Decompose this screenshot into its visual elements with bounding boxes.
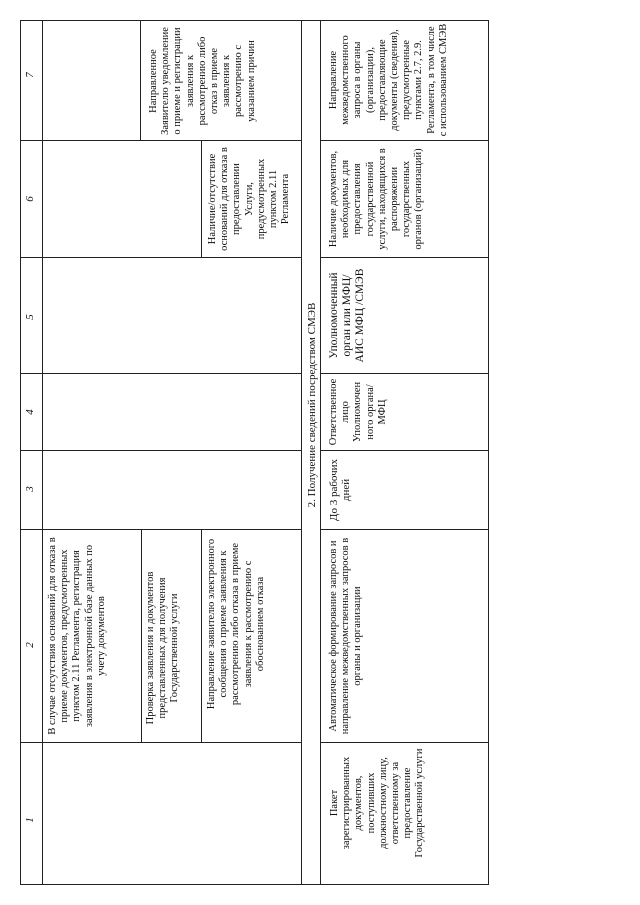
process-table	[20, 20, 620, 885]
rule-col-6b	[320, 140, 488, 141]
rule-under-numbers	[42, 20, 43, 885]
col-number-4: 4	[24, 409, 36, 415]
rule-col-5	[20, 257, 301, 258]
rule-col-5b	[320, 257, 488, 258]
rule-col-1b	[320, 742, 488, 743]
rule-col-4b	[320, 373, 488, 374]
rule-col-6	[20, 140, 301, 141]
step-notify-applicant: Направление заявителю электронного сообщения о приеме заявления к рассмотрению либо отказа в приеме заявления к рассмотрению с обоснованием отказа	[206, 538, 266, 710]
term-days: До 3 рабочих дней	[328, 458, 353, 522]
rule-top	[20, 20, 21, 885]
rule-col-left	[20, 884, 488, 885]
rule-col-4	[20, 373, 301, 374]
result-interagency-request: Направление межведомственного запроса в органы (организации), предоставляющие документы (сведения), предусмотренные пунктами 2.7, 2.9. Регламента, в том числе с использованием СМЭВ	[328, 23, 449, 137]
col-number-7: 7	[24, 72, 36, 78]
step-registration: В случае отсутствия оснований для отказа в приеме документов, предусмотренных пунктом 2.11 Регламента, регистрация заявления в электронной базе данных по учету документов	[47, 537, 107, 735]
rule-col-2b	[320, 529, 488, 530]
rule-bottom	[488, 20, 489, 885]
rule-col-3b	[320, 450, 488, 451]
section-header: 2. Получение сведений посредством СМЭВ	[306, 302, 318, 508]
rule-step-b	[201, 529, 202, 742]
col-number-3: 3	[24, 486, 36, 492]
result-notification: Направленное Заявителю уведомление о приеме и регистрации заявления к рассмотрению либо отказ в приеме заявления к рассмотрению с указанием причин	[148, 27, 257, 135]
rule-section1-bottom	[301, 20, 302, 885]
rule-col-3	[20, 450, 301, 451]
col-number-1: 1	[24, 817, 36, 823]
basis-document-package: Пакет зарегистрированных документов, поступивших должностному лицу, ответственному за предоставление Государственной услуги	[329, 748, 425, 858]
col-number-5: 5	[24, 314, 36, 320]
rule-col-2	[20, 529, 301, 530]
col-number-2: 2	[24, 642, 36, 648]
rule-criteria-top	[201, 140, 202, 257]
responsible-person: Ответственное лицо Уполномочен ного органа/ МФЦ	[328, 378, 388, 446]
rule-result-top	[140, 20, 141, 140]
rule-col-right	[20, 20, 488, 21]
step-check-documents: Проверка заявления и документов представленных для получения Государственной услуги	[145, 571, 181, 725]
col-number-6: 6	[24, 196, 36, 202]
criteria-refusal-grounds: Наличие/отсутствие оснований для отказа в предоставлении Услуги, предусмотренных пунктом 2.11 Регламента	[207, 147, 292, 251]
place-of-execution: Уполномоченный орган или МФЦ/ АИС МФЦ /СМЭВ	[328, 268, 366, 363]
rule-col-1	[20, 742, 301, 743]
rule-step-a	[141, 529, 142, 742]
rule-header-bottom	[320, 20, 321, 885]
action-interagency-requests: Автоматическое формирование запросов и направление межведомственных запросов в органы и организации	[328, 537, 364, 735]
criteria-documents-needed: Наличие документов, необходимых для предоставления государственной услуги, находящихся в распоряжении государственных органов (организаций)	[328, 148, 425, 250]
